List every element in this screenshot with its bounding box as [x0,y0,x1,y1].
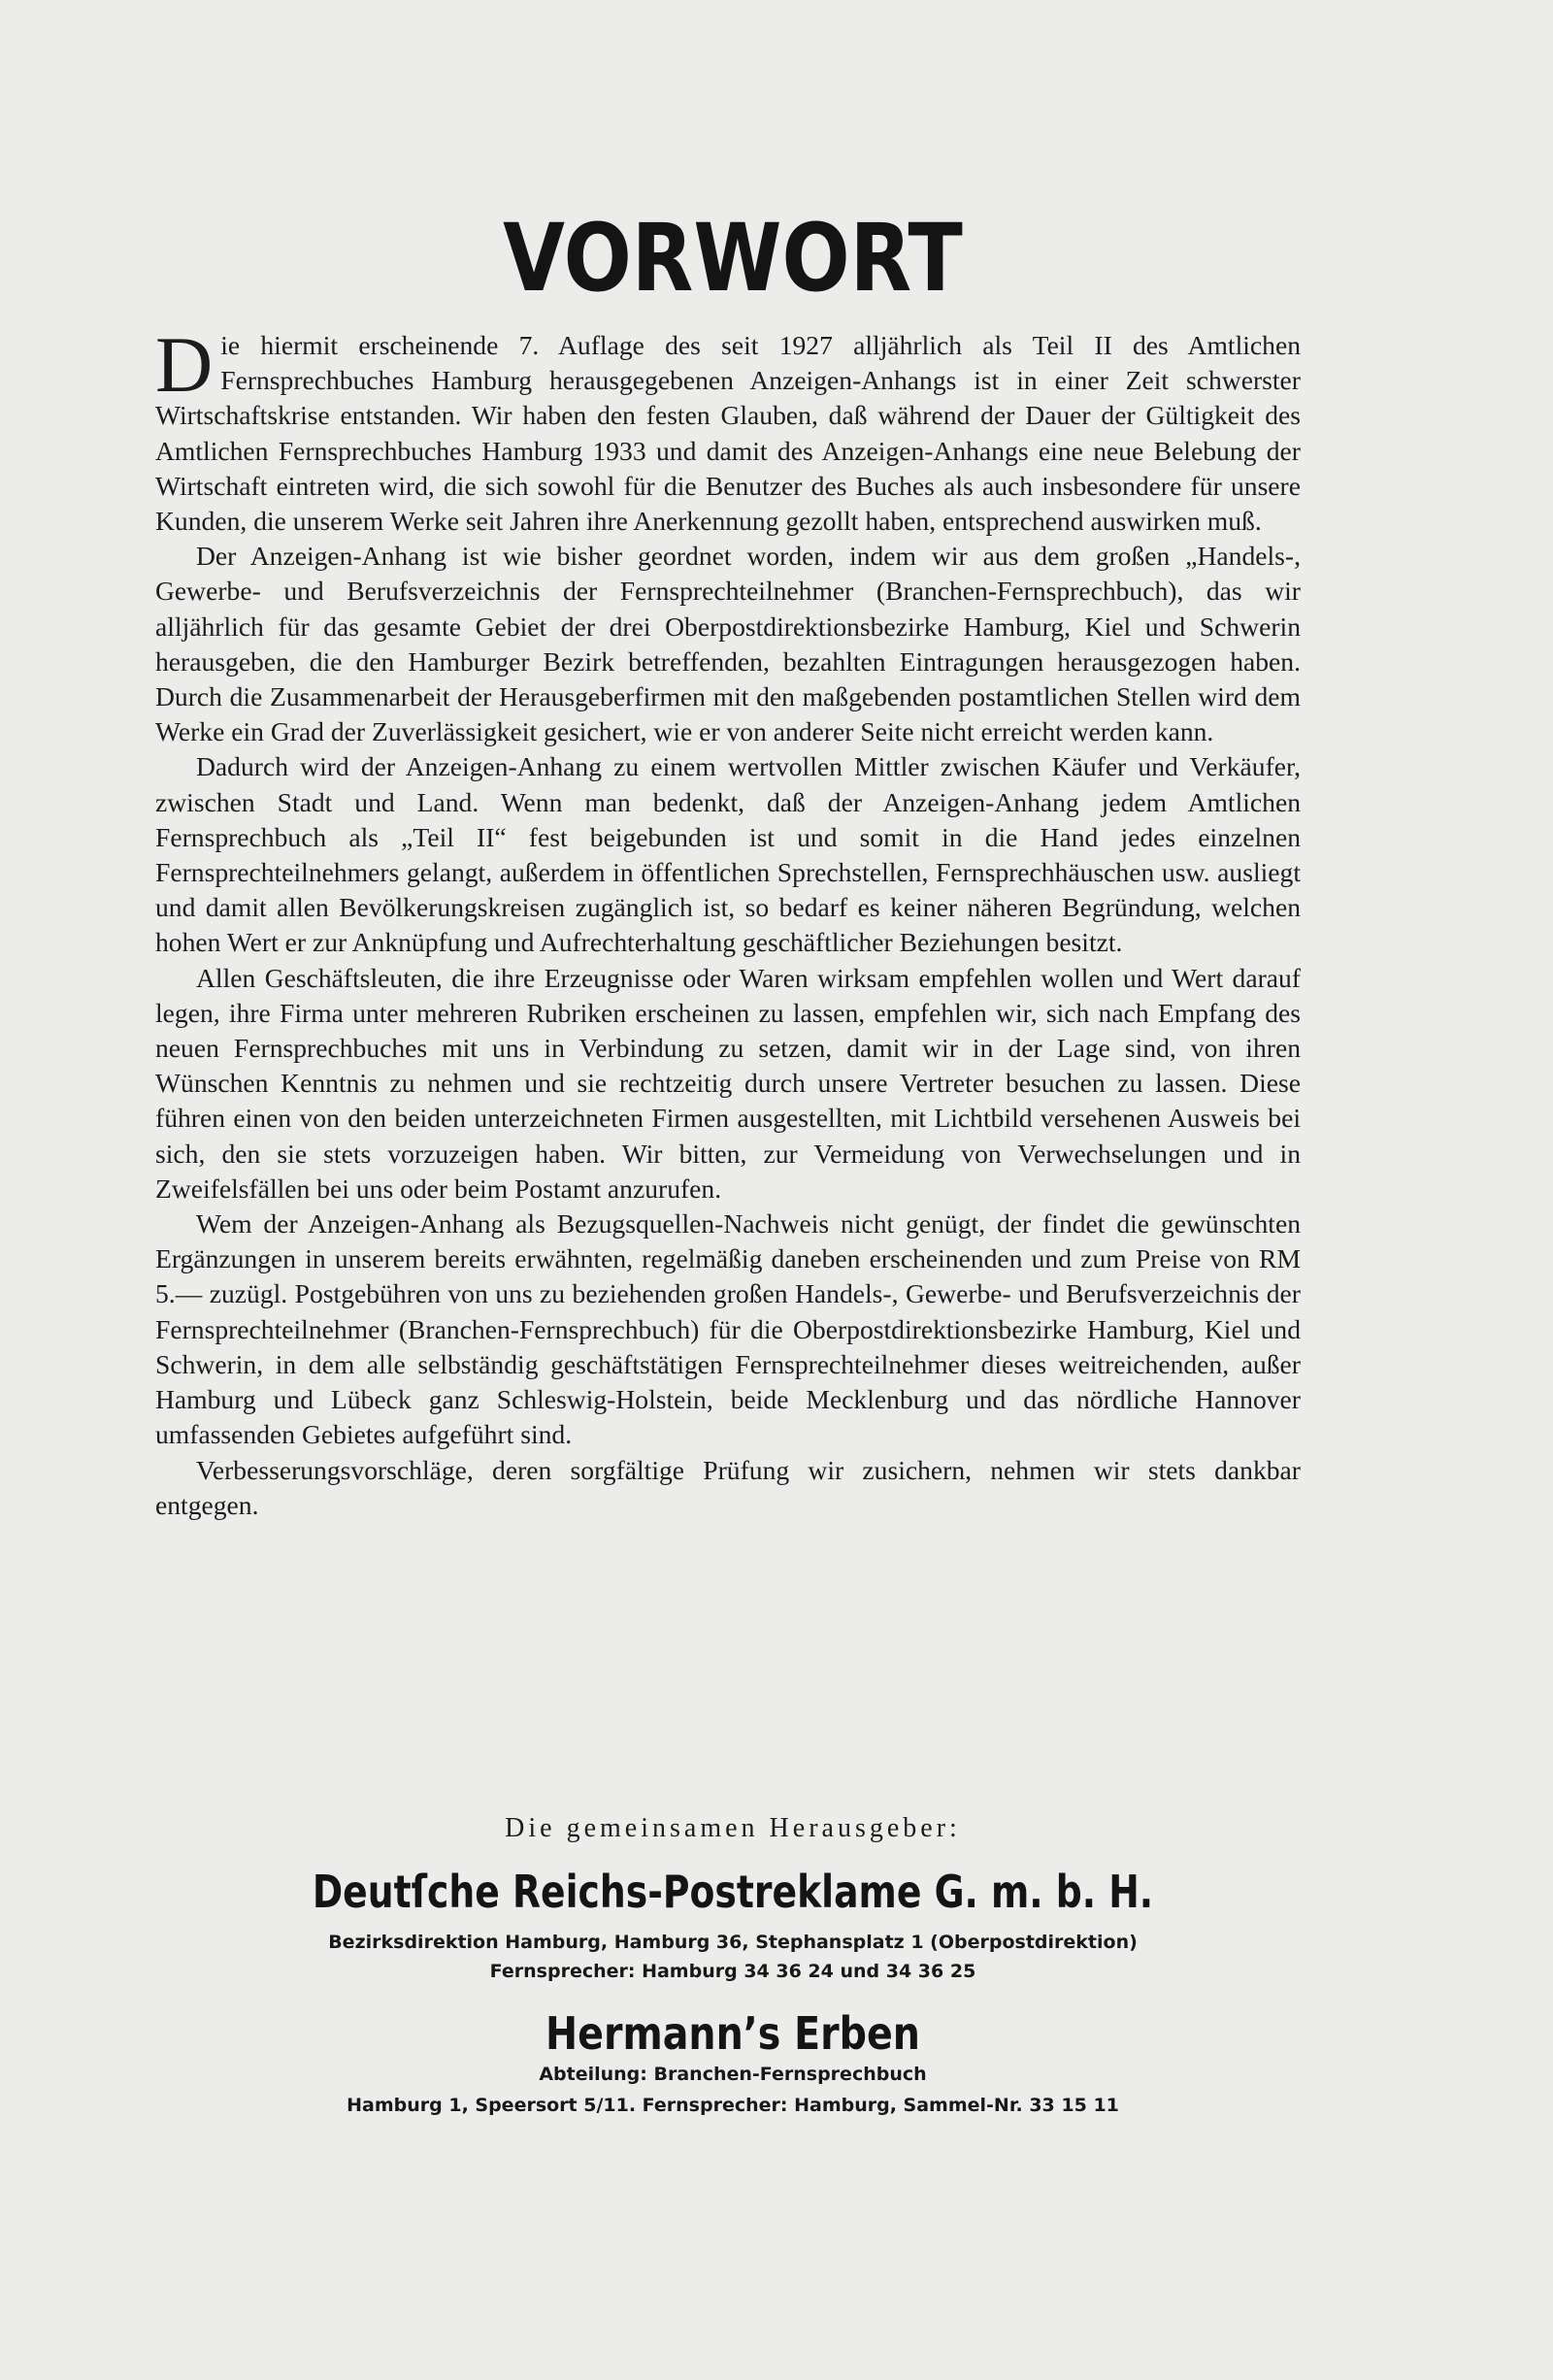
publisher-2-department: Abteilung: Branchen-Fernsprechbuch [539,2064,927,2085]
publisher-2-name: Hermann’s Erben [545,2007,920,2060]
paragraph-3: Dadurch wird der Anzeigen-Anhang zu einem wertvollen Mittler zwischen Käufer und Verkäufer, zwischen Stadt und Land. Wenn man bedenkt, daß der Anzeigen-Anhang jedem Amtlichen Fernsprechbuch als „Teil II“ fest beigebunden ist und somit in die Hand jedes einzelnen Fernsprechteilnehmers gelangt, außerdem in öffentlichen Sprechstellen, Fernsprechhäuschen usw. ausliegt und damit allen Bevölkerungskreisen zugänglich ist, so bedarf es keiner näheren Begründung, welchen hohen Wert er zur Anknüpfung und Aufrechterhaltung geschäftlicher Beziehungen besitzt. [155,751,1301,958]
publisher-1-name: Deutſche Reichs-Postreklame G. m. b. H. [312,1866,1154,1918]
paragraph-1-text: ie hiermit erscheinende 7. Auflage des seit 1927 alljährlich als Teil II des Amtlichen Fernsprechbuches Hamburg herausgegebenen Anzeigen-Anhangs ist in einer Zeit schwerster Wirtschaftskrise entstanden. Wir haben den festen Glauben, daß während der Dauer der Gültigkeit des Amtlichen Fernsprechbuches Hamburg 1933 und damit des Anzeigen-Anhangs eine neue Belebung der Wirtschaft eintreten wird, die sich sowohl für die Benutzer des Buches als auch insbesondere für unsere Kunden, die unserem Werke seit Jahren ihre Anerkennung gezollt haben, entsprechend auswirken muß. [155,330,1301,537]
paragraph-1 [155,320,1301,539]
signature-intro: Die gemeinsamen Herausgeber: [505,1813,961,1843]
paragraph-4: Allen Geschäftsleuten, die ihre Erzeugnisse oder Waren wirksam empfehlen wollen und Wert darauf legen, ihre Firma unter mehreren Rubriken erscheinen zu lassen, empfehlen wir, sich nach Empfang des neuen Fernsprechbuches mit uns in Verbindung zu setzen, damit wir in der Lage sind, von ihren Wünschen Kenntnis zu nehmen und sie rechtzeitig durch unsere Vertreter besuchen zu lassen. Diese führen einen von den beiden unterzeichneten Firmen ausgestellten, mit Lichtbild versehenen Ausweis bei sich, den sie stets vorzuzeigen haben. Wir bitten, zur Vermeidung von Verwechselungen und in Zweifelsfällen bei uns oder beim Postamt anzurufen. [155,962,1301,1204]
drop-cap: D [155,320,214,409]
publisher-2-address: Hamburg 1, Speersort 5/11. Fernsprecher: Hamburg, Sammel-Nr. 33 15 11 [347,2095,1119,2116]
paragraph-2: Der Anzeigen-Anhang ist wie bisher geordnet worden, indem wir aus dem großen „Handels-, Gewerbe- und Berufsverzeichnis der Fernsprechteilnehmer (Branchen-Fernsprechbuch), das wir alljährlich für das gesamte Gebiet der drei Oberpostdirektionsbezirke Hamburg, Kiel und Schwerin herausgeben, die den Hamburger Bezirk betreffenden, bezahlten Eintragungen herausgezogen haben. Durch die Zusammenarbeit der Herausgeberfirmen mit den maßgebenden postamtlichen Stellen wird dem Werke ein Grad der Zuverlässigkeit gesichert, wie er von anderer Seite nicht erreicht werden kann. [155,541,1301,747]
paragraph-5: Wem der Anzeigen-Anhang als Bezugsquellen-Nachweis nicht genügt, der findet die gewünschten Ergänzungen in unserem bereits erwähnten, regelmäßig daneben erscheinenden und zum Preise von RM 5.— zuzügl. Postgebühren von uns zu beziehenden großen Handels-, Gewerbe- und Berufsverzeichnis der Fernsprechteilnehmer (Branchen-Fernsprechbuch) für die Oberpostdirektionsbezirke Hamburg, Kiel und Schwerin, in dem alle selbständig geschäftstätigen Fernsprechteilnehmer dieses weitreichenden, außer Hamburg und Lübeck ganz Schleswig-Holstein, beide Mecklenburg und das nördliche Hannover umfassenden Gebietes aufgeführt sind. [155,1208,1301,1450]
paragraph-6: Verbesserungsvorschläge, deren sorgfältige Prüfung wir zusichern, nehmen wir stets dankbar entgegen. [155,1454,1301,1520]
foreword-body [155,320,1301,1523]
publisher-1-phone: Fernsprecher: Hamburg 34 36 24 und 34 36 25 [489,1961,976,1982]
page-title: VORWORT [503,204,963,313]
publisher-1-address: Bezirksdirektion Hamburg, Hamburg 36, Stephansplatz 1 (Oberpostdirektion) [328,1932,1138,1953]
